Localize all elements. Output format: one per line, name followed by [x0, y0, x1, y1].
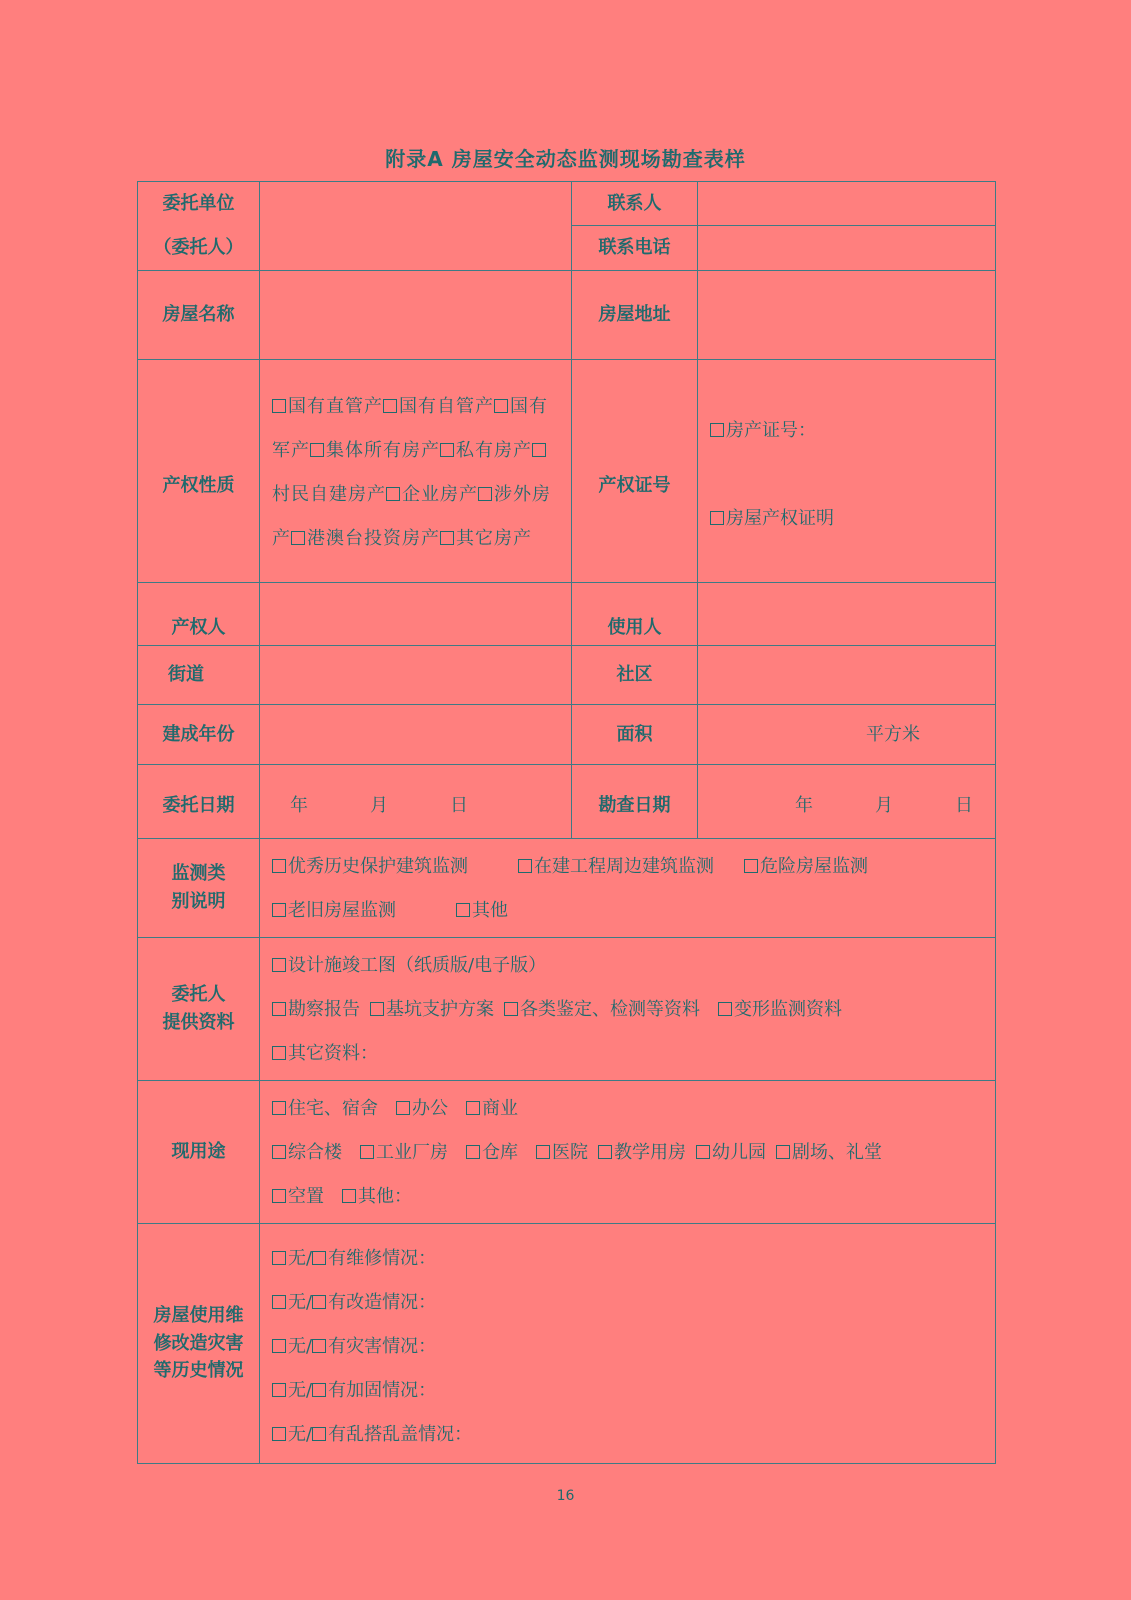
- checkbox-have[interactable]: [312, 1427, 326, 1441]
- use-option[interactable]: [342, 1186, 412, 1207]
- survey-date-label: 勘查日期: [572, 765, 698, 839]
- property-nature-option[interactable]: [440, 528, 532, 549]
- property-cert-options: [698, 360, 996, 583]
- history-none-label: 无/: [288, 1379, 313, 1401]
- page-number: 16: [556, 1488, 575, 1504]
- material-option[interactable]: [718, 999, 842, 1020]
- contact-label: 联系人: [572, 182, 698, 226]
- use-option-label: 空置: [288, 1186, 324, 1207]
- history-none-label: 无/: [288, 1423, 313, 1445]
- monitor-type-option-label: 老旧房屋监测: [288, 900, 396, 921]
- monitor-type-label: 监测类 别说明: [138, 839, 260, 938]
- contact-field[interactable]: [698, 182, 996, 226]
- checkbox[interactable]: [598, 1145, 612, 1159]
- property-nature-option-label: 村民自建房产: [272, 484, 386, 505]
- checkbox[interactable]: [291, 531, 305, 545]
- property-nature-option[interactable]: [386, 484, 478, 505]
- property-nature-options: [260, 360, 572, 583]
- client-label: 委托单位 （委托人）: [138, 182, 260, 271]
- use-option-label: 办公: [412, 1098, 448, 1119]
- property-nature-label: 产权性质: [138, 360, 260, 583]
- materials-label: 委托人 提供资料: [138, 938, 260, 1081]
- phone-label: 联系电话: [572, 226, 698, 271]
- use-option-label: 仓库: [482, 1142, 518, 1163]
- property-nature-option[interactable]: [383, 396, 494, 417]
- owner-label: 产权人: [138, 583, 260, 646]
- area-unit: 平方米: [866, 723, 920, 745]
- checkbox[interactable]: [396, 1101, 410, 1115]
- checkbox-none[interactable]: [272, 1295, 286, 1309]
- use-option-label: 剧场、礼堂: [792, 1142, 882, 1163]
- community-field[interactable]: [698, 646, 996, 705]
- checkbox[interactable]: [696, 1145, 710, 1159]
- community-label: 社区: [572, 646, 698, 705]
- material-option[interactable]: [272, 999, 360, 1020]
- build-year-field[interactable]: [260, 705, 572, 765]
- history-have-label: 有维修情况：: [328, 1247, 437, 1269]
- checkbox-none[interactable]: [272, 1383, 286, 1397]
- checkbox[interactable]: [272, 1145, 286, 1159]
- material-option-label: 勘察报告: [288, 999, 360, 1020]
- commission-date-field[interactable]: 年 月 日: [260, 765, 572, 839]
- checkbox[interactable]: [710, 423, 724, 437]
- property-cert-option[interactable]: 房产证号：: [710, 409, 985, 453]
- property-cert-option[interactable]: 房屋产权证明: [710, 497, 985, 541]
- property-nature-option-label: 国有军产: [272, 396, 548, 461]
- material-option[interactable]: [370, 999, 494, 1020]
- monitor-type-option-label: 危险房屋监测: [760, 856, 868, 877]
- material-option-label: 各类鉴定、检测等资料: [520, 999, 700, 1020]
- use-option[interactable]: [272, 1186, 324, 1207]
- checkbox[interactable]: [440, 531, 454, 545]
- use-option[interactable]: [598, 1142, 686, 1163]
- use-option[interactable]: [466, 1098, 518, 1119]
- survey-date-field[interactable]: 年 月 日: [698, 765, 996, 839]
- use-option-label: 教学用房: [614, 1142, 686, 1163]
- commission-date-label: 委托日期: [138, 765, 260, 839]
- checkbox-none[interactable]: [272, 1251, 286, 1265]
- material-option[interactable]: [504, 999, 700, 1020]
- property-nature-option[interactable]: [272, 396, 383, 417]
- materials-options: [260, 938, 996, 1081]
- property-nature-option-label: 集体所有房产: [326, 440, 440, 461]
- history-have-label: 有加固情况：: [328, 1379, 437, 1401]
- checkbox[interactable]: [272, 1189, 286, 1203]
- use-option[interactable]: [360, 1142, 448, 1163]
- house-name-label: 房屋名称: [138, 271, 260, 360]
- checkbox[interactable]: [532, 443, 546, 457]
- house-address-label: 房屋地址: [572, 271, 698, 360]
- checkbox[interactable]: [370, 1002, 384, 1016]
- checkbox[interactable]: [710, 511, 724, 525]
- checkbox[interactable]: [744, 859, 758, 873]
- checkbox[interactable]: [466, 1145, 480, 1159]
- user-field[interactable]: [698, 583, 996, 646]
- checkbox[interactable]: [504, 1002, 518, 1016]
- checkbox[interactable]: [518, 859, 532, 873]
- use-option-label: 综合楼: [288, 1142, 342, 1163]
- checkbox[interactable]: [456, 903, 470, 917]
- material-option-label: 其它资料：: [288, 1043, 378, 1064]
- property-nature-option-label: 国有自管产: [399, 396, 494, 417]
- monitor-type-option[interactable]: [744, 856, 868, 877]
- history-item: [272, 1413, 985, 1457]
- history-item: [272, 1237, 985, 1281]
- checkbox[interactable]: [776, 1145, 790, 1159]
- street-field[interactable]: [260, 646, 572, 705]
- monitor-type-option-label: 优秀历史保护建筑监测: [288, 856, 468, 877]
- page-title: 附录A 房屋安全动态监测现场勘查表样: [385, 147, 746, 171]
- checkbox[interactable]: [272, 399, 286, 413]
- use-option-label: 住宅、宿舍: [288, 1098, 378, 1119]
- checkbox[interactable]: [440, 443, 454, 457]
- monitor-type-option[interactable]: [272, 856, 468, 877]
- property-nature-option-label: 涉外房产: [272, 484, 551, 549]
- property-cert-label: 产权证号: [572, 360, 698, 583]
- house-address-field[interactable]: [698, 271, 996, 360]
- checkbox[interactable]: [478, 487, 492, 501]
- use-option[interactable]: [776, 1142, 882, 1163]
- property-nature-option-label: 国有直管产: [288, 396, 383, 417]
- checkbox[interactable]: [272, 1101, 286, 1115]
- current-use-options: [260, 1081, 996, 1224]
- current-use-label: 现用途: [138, 1081, 260, 1224]
- property-nature-option[interactable]: [310, 440, 440, 461]
- use-option[interactable]: [696, 1142, 766, 1163]
- history-options: [260, 1224, 996, 1464]
- checkbox[interactable]: [272, 958, 286, 972]
- material-option-label: 变形监测资料: [734, 999, 842, 1020]
- material-option-label: 设计施竣工图（纸质版/电子版）: [288, 955, 547, 976]
- area-field[interactable]: [698, 705, 996, 765]
- checkbox[interactable]: [536, 1145, 550, 1159]
- use-option-label: 医院: [552, 1142, 588, 1163]
- checkbox-have[interactable]: [312, 1339, 326, 1353]
- monitor-type-option[interactable]: [272, 900, 396, 921]
- checkbox[interactable]: [272, 859, 286, 873]
- checkbox-have[interactable]: [312, 1383, 326, 1397]
- material-option[interactable]: [272, 955, 546, 976]
- use-option[interactable]: [396, 1098, 448, 1119]
- history-have-label: 有灾害情况：: [328, 1335, 437, 1357]
- use-option[interactable]: [272, 1098, 378, 1119]
- use-option[interactable]: [536, 1142, 588, 1163]
- checkbox-none[interactable]: [272, 1339, 286, 1353]
- checkbox[interactable]: [272, 1002, 286, 1016]
- checkbox[interactable]: [310, 443, 324, 457]
- monitor-type-option-label: 其他: [472, 900, 508, 921]
- history-item: [272, 1325, 985, 1369]
- user-label: 使用人: [572, 583, 698, 646]
- checkbox[interactable]: [466, 1101, 480, 1115]
- checkbox[interactable]: [272, 903, 286, 917]
- monitor-type-options: [260, 839, 996, 938]
- history-item: [272, 1281, 985, 1325]
- property-nature-option-label: 其它房产: [456, 528, 532, 549]
- material-option[interactable]: [272, 1043, 378, 1064]
- material-option-label: 基坑支护方案: [386, 999, 494, 1020]
- checkbox[interactable]: [386, 487, 400, 501]
- property-nature-option-label: 港澳台投资房产: [307, 528, 440, 549]
- owner-field[interactable]: [260, 583, 572, 646]
- history-none-label: 无/: [288, 1247, 313, 1269]
- checkbox-have[interactable]: [312, 1251, 326, 1265]
- use-option-label: 幼儿园: [712, 1142, 766, 1163]
- use-option-label: 商业: [482, 1098, 518, 1119]
- use-option[interactable]: [466, 1142, 518, 1163]
- history-none-label: 无/: [288, 1335, 313, 1357]
- history-have-label: 有改造情况：: [328, 1291, 437, 1313]
- property-nature-option-label: 私有房产: [456, 440, 532, 461]
- property-nature-option[interactable]: [291, 528, 440, 549]
- history-have-label: 有乱搭乱盖情况：: [328, 1423, 473, 1445]
- checkbox[interactable]: [342, 1189, 356, 1203]
- history-label: 房屋使用维 修改造灾害 等历史情况: [138, 1224, 260, 1464]
- phone-field[interactable]: [698, 226, 996, 271]
- property-nature-option[interactable]: [440, 440, 532, 461]
- use-option-label: 工业厂房: [376, 1142, 448, 1163]
- build-year-label: 建成年份: [138, 705, 260, 765]
- area-label: 面积: [572, 705, 698, 765]
- house-name-field[interactable]: [260, 271, 572, 360]
- monitor-type-option[interactable]: [518, 856, 714, 877]
- survey-form-table: [137, 181, 996, 1464]
- checkbox[interactable]: [383, 399, 397, 413]
- checkbox[interactable]: [494, 399, 508, 413]
- use-option-label: 其他：: [358, 1186, 412, 1207]
- monitor-type-option[interactable]: [456, 900, 508, 921]
- history-none-label: 无/: [288, 1291, 313, 1313]
- checkbox[interactable]: [718, 1002, 732, 1016]
- checkbox[interactable]: [272, 1046, 286, 1060]
- property-nature-option-label: 企业房产: [402, 484, 478, 505]
- history-item: [272, 1369, 985, 1413]
- monitor-type-option-label: 在建工程周边建筑监测: [534, 856, 714, 877]
- client-field[interactable]: [260, 182, 572, 271]
- checkbox-none[interactable]: [272, 1427, 286, 1441]
- checkbox-have[interactable]: [312, 1295, 326, 1309]
- street-label: 街道: [138, 646, 260, 705]
- use-option[interactable]: [272, 1142, 342, 1163]
- checkbox[interactable]: [360, 1145, 374, 1159]
